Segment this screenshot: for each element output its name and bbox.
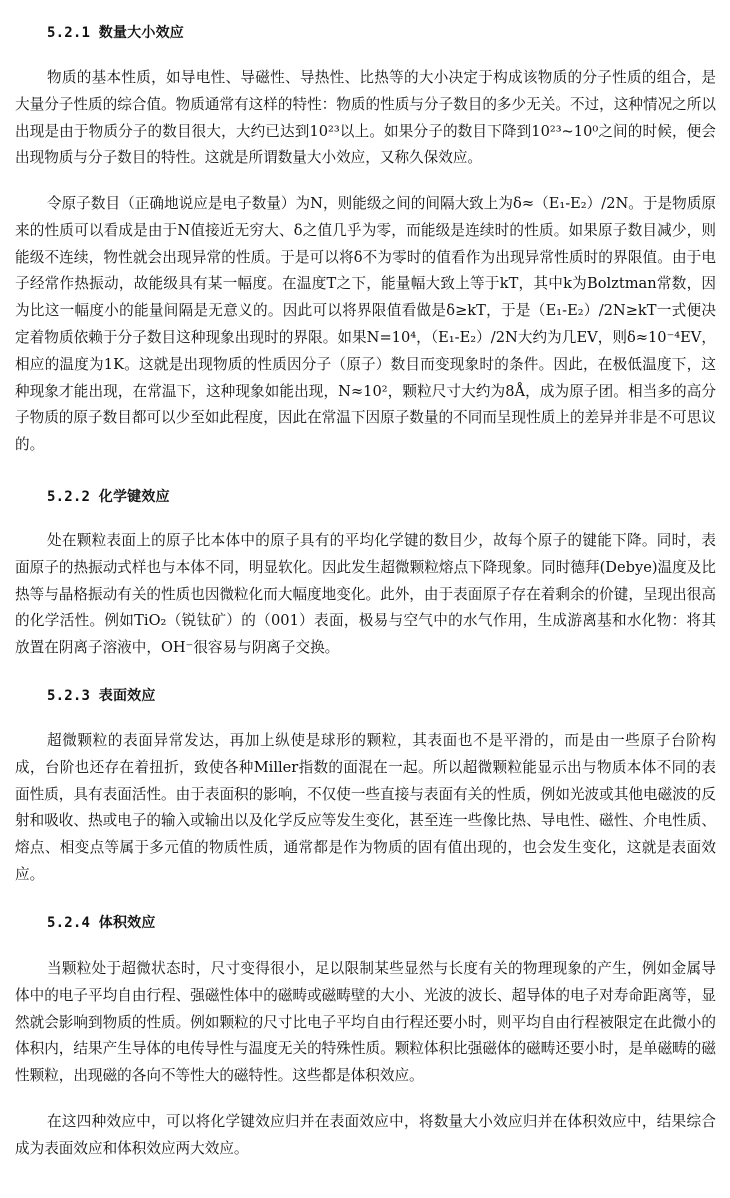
- section-heading-quantity-size-effect: 5.2.1 数量大小效应: [47, 25, 184, 41]
- paragraph-quantity-size-1: 物质的基本性质，如导电性、导磁性、导热性、比热等的大小决定于构成该物质的分子性质的组合，是大量分子性质的综合值。物质通常有这样的特性：物质的性质与分子数目的多少无关。不过，这种情况之所以出现是由于物质分子的数目很大，大约已达到10²³以上。如果分子的数目下降到10²³~10⁰之间的时候，便会出现物质与分子数目的特性。这就是所谓数量大小效应，又称久保效应。: [15, 69, 716, 167]
- paragraph-conclusion: 在这四种效应中，可以将化学键效应归并在表面效应中，将数量大小效应归并在体积效应中，结果综合成为表面效应和体积效应两大效应。: [15, 1113, 716, 1157]
- paragraph-volume-effect: 当颗粒处于超微状态时，尺寸变得很小，足以限制某些显然与长度有关的物理现象的产生，例如金属导体中的电子平均自由行程、强磁性体中的磁畴或磁畴壁的大小、光波的波长、超导体的电子对寿命距离等，显然就会影响到物质的性质。例如颗粒的尺寸比电子平均自由行程还要小时，则平均自由行程被限定在此微小的体积内，结果产生导体的电传导性与温度无关的特殊性质。颗粒体积比强磁体的磁畴还要小时，是单磁畴的磁性颗粒，出现磁的各向不等性大的磁特性。这些都是体积效应。: [15, 960, 716, 1085]
- section-heading-volume-effect: 5.2.4 体积效应: [47, 915, 156, 931]
- paragraph-surface-effect: 超微颗粒的表面异常发达，再加上纵使是球形的颗粒，其表面也不是平滑的，而是由一些原子台阶构成，台阶也还存在着扭折，致使各种Miller指数的面混在一起。所以超微颗粒能显示出与物质本体不同的表面性质，具有表面活性。由于表面积的影响，不仅使一些直接与表面有关的性质，例如光波或其他电磁波的反射和吸收、热或电子的输入或输出以及化学反应等发生变化，甚至连一些像比热、导电性、磁性、介电性质、熔点、相变点等属于多元值的物质性质，通常都是作为物质的固有值出现的，也会发生变化，这就是表面效应。: [15, 732, 716, 883]
- section-heading-surface-effect: 5.2.3 表面效应: [47, 688, 156, 704]
- section-heading-chemical-bond-effect: 5.2.2 化学键效应: [47, 489, 170, 505]
- paragraph-quantity-size-2: 令原子数目（正确地说应是电子数量）为N，则能级之间的间隔大致上为δ≈（E₁-E₂）/2N。于是物质原来的性质可以看成是由于N值接近无穷大、δ之值几乎为零，而能级是连续时的性质。如果原子数目减少，则能级不连续，物性就会出现异常的性质。于是可以将δ不为零时的值看作为出现异常性质时的界限值。由于电子经常作热振动，故能级具有某一幅度。在温度T之下，能量幅大致上等于kT，其中k为Bolztman常数，因为比这一幅度小的能量间隔是无意义的。因此可以将界限值看做是δ≥kT，于是（E₁-E₂）/2N≥kT一式便决定着物质依赖于分子数目这种现象出现时的界限。如果N=10⁴，（E₁-E₂）/2N大约为几EV，则δ≈10⁻⁴EV，相应的温度为1K。这就是出现物质的性质因分子（原子）数目而变现象时的条件。因此，在极低温度下，这种现象才能出现，在常温下，这种现象如能出现，N≈10²，颗粒尺寸大约为8Å，成为原子团。相当多的高分子物质的原子数目都可以少至如此程度，因此在常温下因原子数量的不同而呈现性质上的差异并非是不可思议的。: [15, 195, 716, 454]
- paragraph-chemical-bond: 处在颗粒表面上的原子比本体中的原子具有的平均化学键的数目少，故每个原子的键能下降。同时，表面原子的热振动式样也与本体不同，明显软化。因此发生超微颗粒熔点下降现象。同时德拜(Debye)温度及比热等与晶格振动有关的性质也因微粒化而大幅度地变化。此外，由于表面原子存在着剩余的价键，呈现出很高的化学活性。例如TiO₂（锐钛矿）的（001）表面，极易与空气中的水气作用，生成游离基和水化物：将其放置在阴离子溶液中，OH⁻很容易与阴离子交换。: [15, 532, 716, 657]
